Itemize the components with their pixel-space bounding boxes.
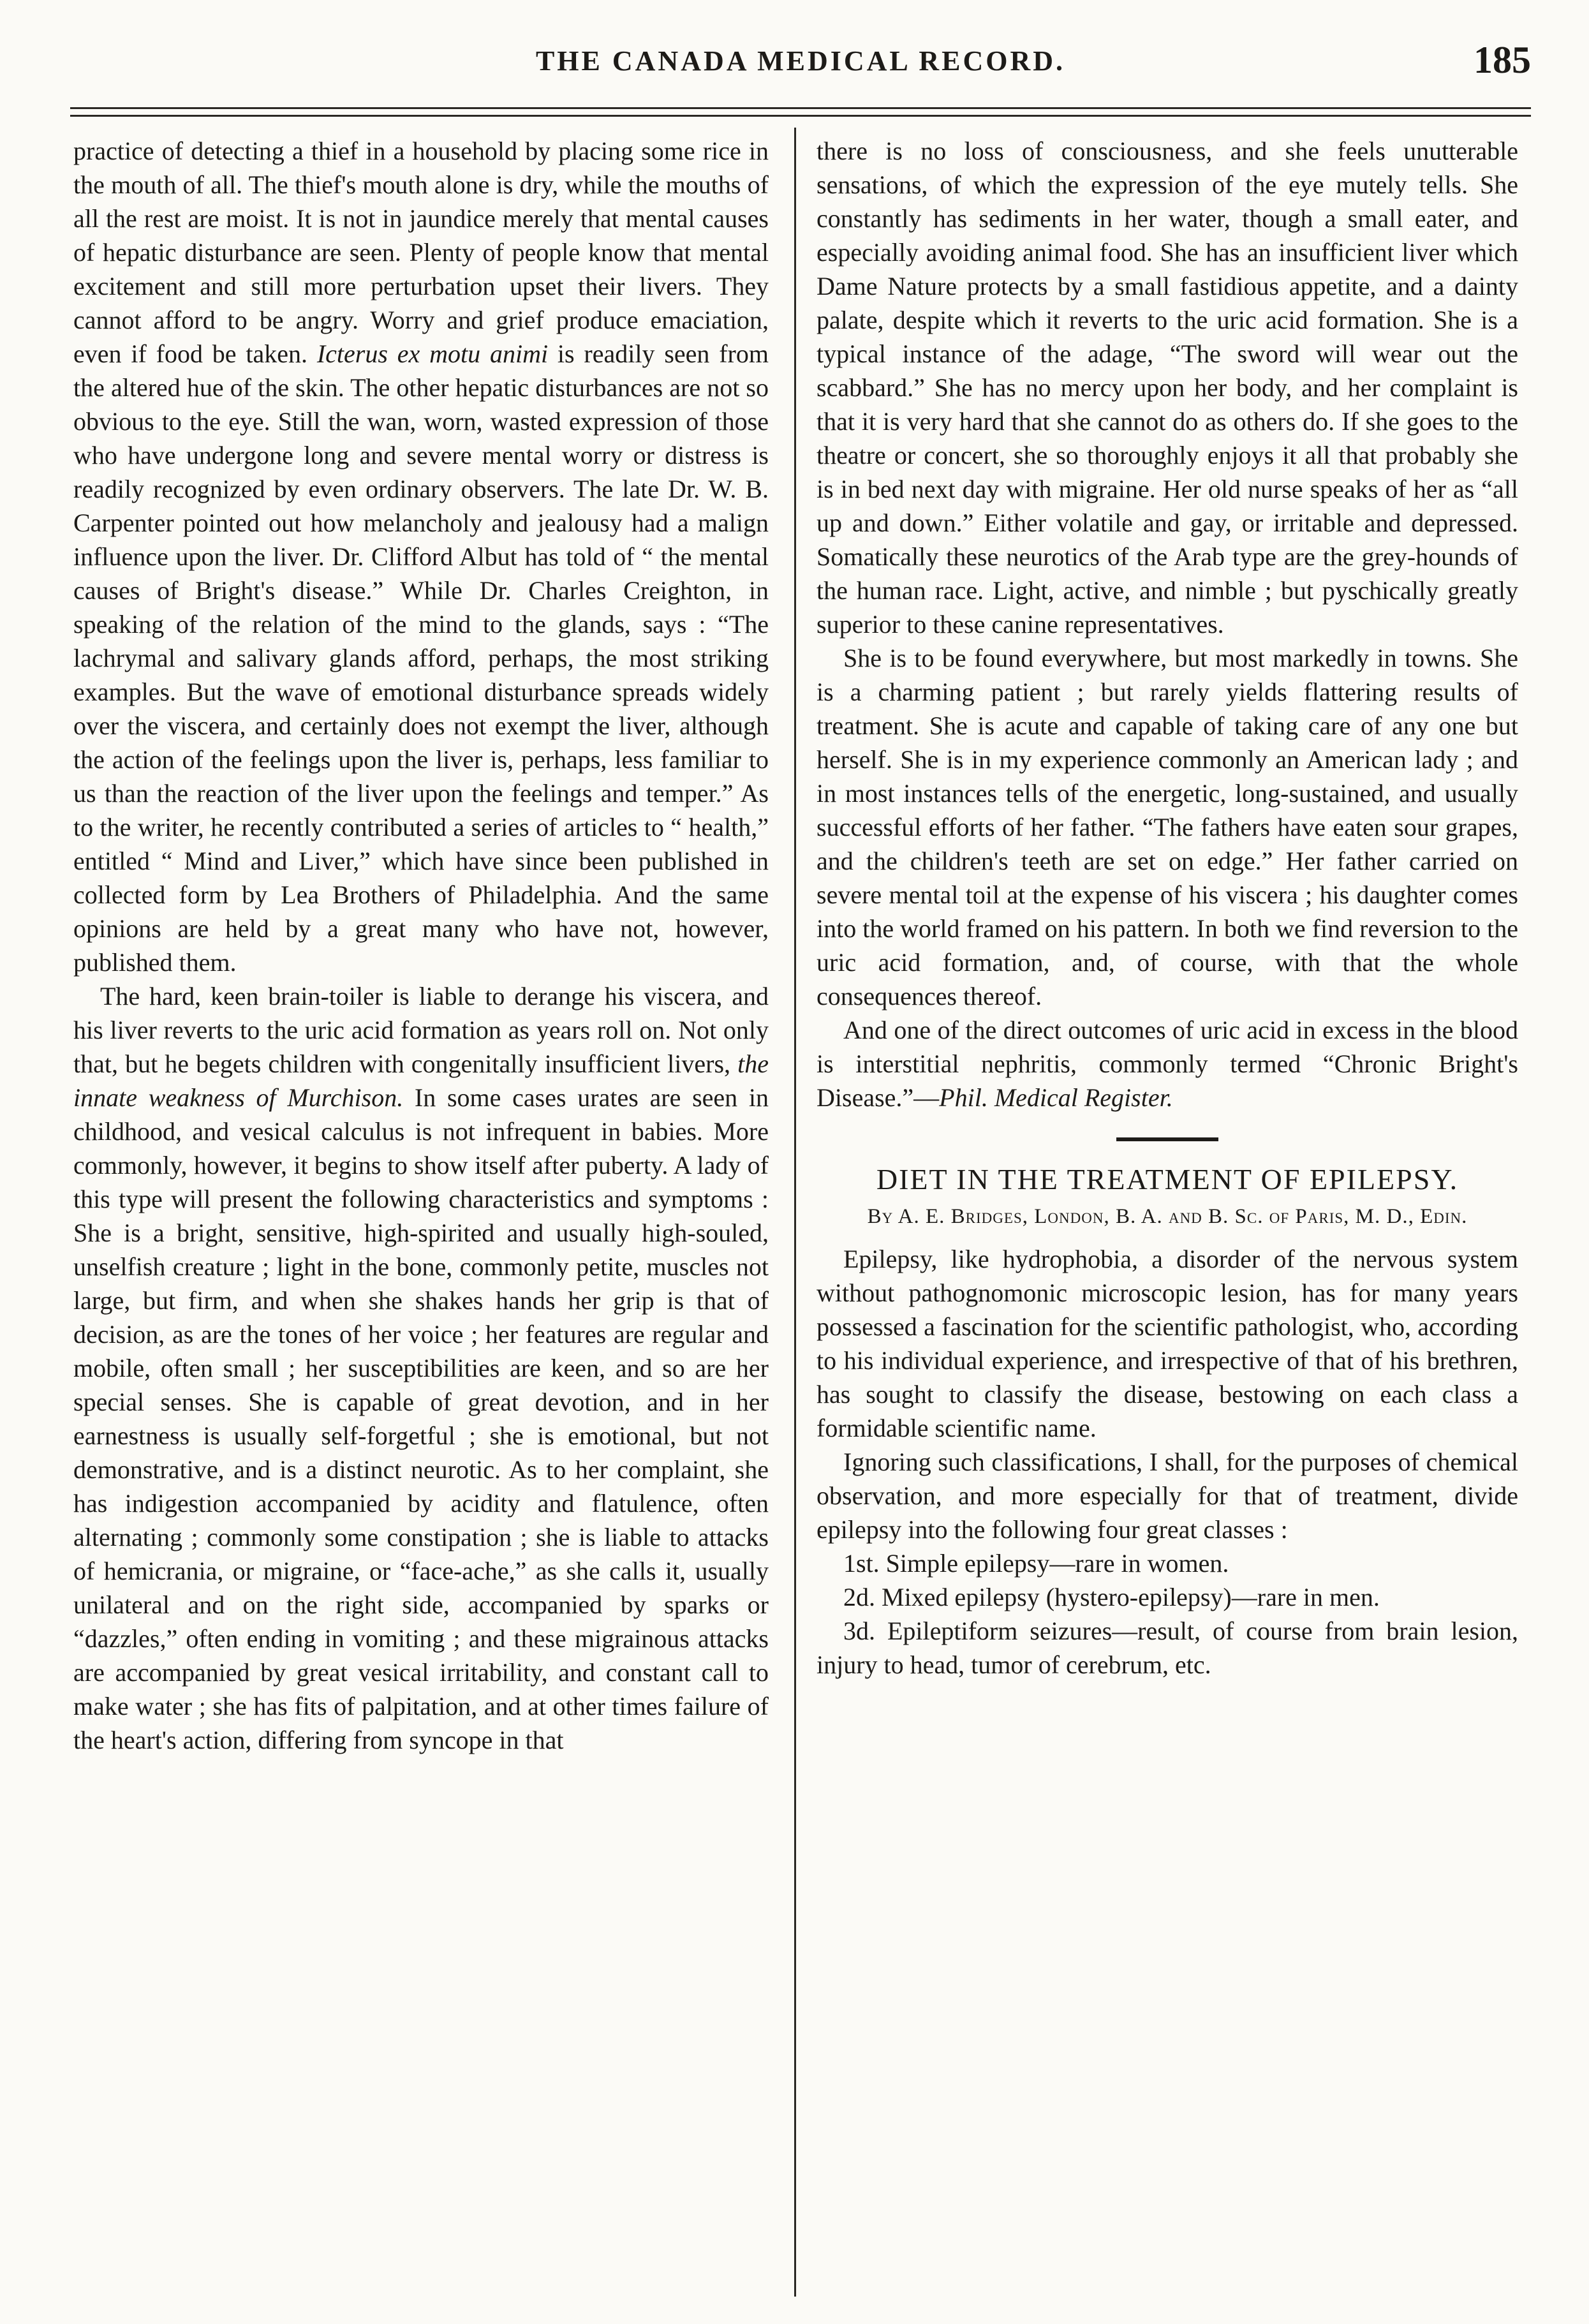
header-rule-bottom <box>70 115 1531 117</box>
paragraph-text: is readily seen from the altered hue of the skin. The other hepatic disturbances are not so obvious to the eye. Still the wan, worn, wasted expression of those who have undergone long and severe mental worry or distress is readily recognized by even ordinary observers. The late Dr. W. B. Carpenter pointed out how melancholy and jealousy had a malign influence upon the liver. Dr. Clifford Albut has told of “ the mental causes of Bright's disease.” While Dr. Charles Creighton, in speaking of the relation of the mind to the glands, says : “The lachrymal and salivary glands afford, perhaps, the most striking examples. But the wave of emotional disturbance spreads widely over the viscera, and certainly does not exempt the liver, although the action of the feelings upon the liver is, perhaps, less familiar to us than the reaction of the liver upon the feelings and temper.” As to the writer, he recently contributed a series of articles to “ health,” entitled “ Mind and Liver,” which have since been published in collected form by Lea Brothers of Philadelphia. And the same opinions are held by a great many who have not, however, published them. <box>73 339 769 977</box>
paragraph <box>73 134 769 979</box>
paragraph: Ignoring such classifications, I shall, for the purposes of chemical observation, and more especially for that of treatment, divide epilepsy into the following four great classes : <box>817 1447 1518 1544</box>
source-citation: Phil. Medical Register. <box>939 1083 1173 1112</box>
column-separator <box>794 128 796 2297</box>
article-byline: By A. E. Bridges, London, B. A. and B. Sc. of Paris, M. D., Edin. <box>867 1205 1468 1228</box>
paragraph <box>73 979 769 1757</box>
paragraph-text: And one of the direct outcomes of uric acid in excess in the blood is interstitial nephritis, commonly termed “Chronic Bright's Disease.”— <box>817 1016 1518 1112</box>
article-title: DIET IN THE TREATMENT OF EPILEPSY. <box>876 1163 1459 1195</box>
paragraph <box>817 1013 1518 1114</box>
paragraph: She is to be found everywhere, but most markedly in towns. She is a charming patient ; but rarely yields flattering results of treatment. She is acute and capable of taking care of any one but herself. She is in my experience commonly an American lady ; and in most instances tells of the energetic, long-sustained, and usually successful efforts of her father. “The fathers have eaten sour grapes, and the children's teeth are set on edge.” Her father carried on severe mental toil at the expense of his viscera ; his daughter comes into the world framed on his pattern. In both we find reversion to the uric acid formation, and, of course, with that the whole consequences thereof. <box>817 644 1518 1010</box>
list-item: 2d. Mixed epilepsy (hystero-epilepsy)—rare in men. <box>843 1583 1380 1611</box>
italic-phrase: the innate weakness of Murchison. <box>73 1049 769 1112</box>
paragraph-text: The hard, keen brain-toiler is liable to derange his viscera, and his liver reverts to the uric acid formation as years roll on. Not only that, but he begets children with congenitally insufficient livers, <box>73 982 769 1078</box>
page-number: 185 <box>1474 39 1531 81</box>
paragraph-text: practice of detecting a thief in a household by placing some rice in the mouth of all. The thief's mouth alone is dry, while the mouths of all the rest are moist. It is not in jaundice merely that mental causes of hepatic disturbance are seen. Plenty of people know that mental excitement and still more perturbation upset their livers. They cannot afford to be angry. Worry and grief produce emaciation, even if food be taken. <box>73 137 769 368</box>
paragraph-text: In some cases urates are seen in childhood, and vesical calculus is not infrequent in babies. More commonly, however, it begins to show itself after puberty. A lady of this type will present the following characteristics and symptoms : She is a bright, sensitive, high-spirited and usually high-souled, unselfish creature ; light in the bone, commonly petite, muscles not large, but firm, and when she shakes hands her grip is that of decision, as are the tones of her voice ; her features are regular and mobile, often small ; her susceptibilities are keen, and so are her special senses. She is capable of great devotion, and in her earnestness is usually self-forgetful ; she is emotional, but not demonstrative, and is a distinct neurotic. As to her complaint, she has indigestion accompanied by acidity and flatulence, often alternating ; commonly some constipation ; she is liable to attacks of hemicrania, or migraine, or “face-ache,” as she calls it, usually unilateral and on the right side, accompanied by sparks or “dazzles,” often ending in vomiting ; and these migrainous attacks are accompanied by great vesical irritability, and constant call to make water ; she has fits of palpitation, and at other times failure of the heart's action, differing from syncope in that <box>73 1083 769 1754</box>
page-header <box>70 38 1531 108</box>
paragraph: Epilepsy, like hydrophobia, a disorder of the nervous system without pathognomonic microscopic lesion, has for many years possessed a fascination for the scientific pathologist, who, according to his individual experience, and irrespective of that of his brethren, has sought to classify the disease, bestowing on each class a formidable scientific name. <box>817 1245 1518 1442</box>
header-rule-top <box>70 107 1531 109</box>
running-title: THE CANADA MEDICAL RECORD. <box>535 45 1066 77</box>
list-item: 1st. Simple epilepsy—rare in women. <box>843 1549 1229 1578</box>
italic-phrase: Icterus ex motu animi <box>316 339 549 368</box>
list-item: 3d. Epileptiform seizures—result, of course from brain lesion, injury to head, tumor of cerebrum, etc. <box>817 1617 1518 1679</box>
section-divider <box>1116 1137 1218 1141</box>
right-column <box>817 134 1518 1682</box>
left-column <box>73 134 769 1757</box>
paragraph: there is no loss of consciousness, and she feels unutterable sensations, of which the expression of the eye mutely tells. She constantly has sediments in her water, though a small eater, and especially avoiding animal food. She has an insufficient liver which Dame Nature protects by a small fastidious appetite, and a dainty palate, despite which it reverts to the uric acid formation. She is a typical instance of the adage, “The sword will wear out the scabbard.” She has no mercy upon her body, and her complaint is that it is very hard that she cannot do as others do. If she goes to the theatre or concert, she so thoroughly enjoys it all that probably she is in bed next day with migraine. Her old nurse speaks of her as “all up and down.” Either volatile and gay, or irritable and depressed. Somatically these neurotics of the Arab type are the grey-hounds of the human race. Light, active, and nimble ; but pyschically greatly superior to these canine representatives. <box>817 137 1518 639</box>
